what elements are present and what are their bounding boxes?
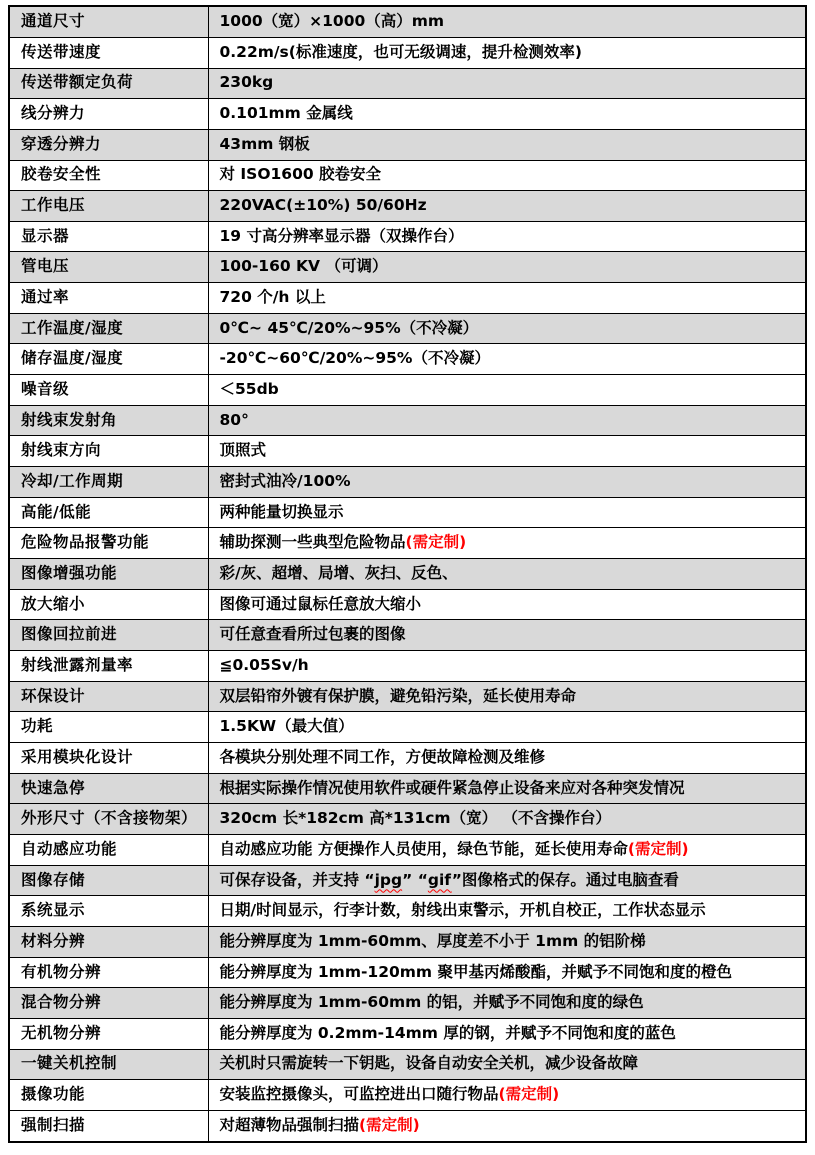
spec-value [220, 564, 458, 582]
table-row [9, 681, 806, 712]
spec-value [220, 1054, 639, 1072]
customization-required-note: (需定制) [627, 839, 689, 858]
spec-label: 放大缩小 [21, 594, 86, 613]
spec-value-text: 能分辨厚度为 1mm-60mm 的铝，并赋予不同饱和度的绿色 [219, 993, 644, 1012]
spec-label: 显示器 [21, 226, 70, 245]
spec-value-text: 顶照式 [219, 441, 267, 460]
spec-value-text: 根据实际操作情况使用软件或硬件紧急停止设备来应对各种突发情况 [219, 778, 685, 797]
spec-label-cell [9, 191, 208, 222]
spec-value-text: 日期/时间显示，行李计数，射线出束警示，开机自校正，工作状态显示 [219, 901, 706, 920]
spec-value-text: 220VAC(±10%) 50/60Hz [219, 196, 427, 215]
spec-value-cell [208, 313, 806, 344]
spec-value-text: 两种能量切换显示 [219, 502, 344, 521]
spec-label-cell [9, 651, 208, 682]
spec-value-cell [208, 129, 806, 160]
spec-value-text: 双层铅帘外镀有保护膜，避免铅污染，延长使用寿命 [219, 686, 577, 705]
spec-label-cell [9, 896, 208, 927]
spec-value [220, 319, 479, 337]
spec-label-cell [9, 497, 208, 528]
table-row [9, 712, 806, 743]
spec-label: 材料分辨 [21, 931, 86, 950]
spec-label: 通道尺寸 [21, 12, 86, 31]
spec-value [220, 165, 382, 183]
spec-value-cell [208, 681, 806, 712]
table-row [9, 68, 806, 99]
table-row [9, 467, 806, 498]
spec-value-text: 对超薄物品强制扫描 [219, 1116, 360, 1135]
spec-value [220, 135, 310, 153]
spec-value [220, 411, 249, 429]
spec-label-cell [9, 988, 208, 1019]
spec-value [220, 1116, 420, 1134]
spec-value-cell [208, 1110, 806, 1142]
spec-value-text: 图像可通过鼠标任意放大缩小 [219, 594, 422, 613]
spec-label: 工作电压 [21, 196, 86, 215]
spec-value-cell [208, 1049, 806, 1080]
spec-value-cell [208, 559, 806, 590]
spec-table [8, 5, 807, 1143]
spec-value-text: ≦0.05Sv/h [219, 655, 309, 674]
spec-value-text: 100-160 KV （可调） [219, 257, 388, 276]
spec-label-cell [9, 559, 208, 590]
spec-value-text: 密封式油冷/100% [219, 472, 351, 490]
spec-label-cell [9, 129, 208, 160]
spec-value [220, 809, 611, 827]
spec-value-text: 320cm 长*182cm 高*131cm（宽） （不含操作台） [219, 809, 611, 828]
spec-label-cell [9, 926, 208, 957]
spec-value-text: 彩/灰、超增、局增、灰扫、反色、 [219, 563, 458, 582]
spec-value-cell [208, 6, 806, 37]
spec-value-text: 80° [219, 410, 249, 429]
table-row [9, 651, 806, 682]
spec-value-cell [208, 37, 806, 68]
spec-value [220, 349, 490, 367]
spec-value-text: ” “ [402, 870, 428, 889]
spec-label-cell [9, 252, 208, 283]
spec-value-text: ”图像格式的保存。通过电脑查看 [451, 870, 679, 889]
spec-value-text: 0℃~ 45℃/20%~95%（不冷凝） [219, 318, 479, 337]
spec-label-cell [9, 773, 208, 804]
spec-label-cell [9, 1080, 208, 1111]
spec-value [220, 687, 577, 705]
spec-value-cell [208, 375, 806, 406]
spec-value-text: 1.5KW（最大值） [219, 717, 354, 736]
spec-value-text: ＜55db [219, 380, 279, 399]
customization-required-note: (需定制) [498, 1085, 560, 1104]
spec-value-cell [208, 252, 806, 283]
spec-value-cell [208, 191, 806, 222]
spec-sheet-page [0, 5, 815, 1155]
spec-value-text: 43mm 钢板 [219, 134, 310, 153]
spec-value-text: 0.22m/s(标准速度，也可无级调速，提升检测效率) [219, 42, 582, 61]
spec-value-cell [208, 436, 806, 467]
spec-label: 胶卷安全性 [21, 165, 102, 184]
table-row [9, 313, 806, 344]
spellcheck-underlined-text: jpg [374, 870, 403, 889]
spec-label-cell [9, 68, 208, 99]
table-row [9, 160, 806, 191]
spec-value [220, 871, 679, 889]
spec-value [220, 380, 279, 398]
spec-label: 混合物分辨 [21, 993, 102, 1012]
spec-value-cell [208, 804, 806, 835]
spec-value-cell [208, 896, 806, 927]
spec-label-cell [9, 405, 208, 436]
spec-table-body [9, 6, 806, 1142]
spec-value-text: 19 寸高分辨率显示器（双操作台） [219, 226, 464, 245]
spec-value [220, 12, 445, 30]
spec-label-cell [9, 160, 208, 191]
spec-value-cell [208, 773, 806, 804]
table-row [9, 129, 806, 160]
spec-value [220, 472, 351, 490]
spec-value-cell [208, 467, 806, 498]
spec-label: 工作温度/湿度 [21, 318, 124, 337]
spec-value-text: 安装监控摄像头，可监控进出口随行物品 [219, 1085, 499, 1104]
spec-value [220, 288, 326, 306]
spec-value [220, 1024, 676, 1042]
spec-value-cell [208, 1080, 806, 1111]
table-row [9, 221, 806, 252]
spec-value-cell [208, 926, 806, 957]
spec-label-cell [9, 957, 208, 988]
spec-label-cell [9, 1110, 208, 1142]
table-row [9, 375, 806, 406]
table-row [9, 957, 806, 988]
spec-label: 线分辨力 [21, 104, 86, 123]
spec-label: 图像存储 [21, 870, 86, 889]
spec-value-cell [208, 957, 806, 988]
spec-value [220, 656, 309, 674]
table-row [9, 283, 806, 314]
spec-label-cell [9, 6, 208, 37]
table-row [9, 865, 806, 896]
spec-label-cell [9, 467, 208, 498]
spec-value [220, 104, 353, 122]
spec-label: 摄像功能 [21, 1085, 86, 1104]
spec-label: 快速急停 [21, 778, 86, 797]
spec-value-cell [208, 988, 806, 1019]
spec-label-cell [9, 681, 208, 712]
spec-value-cell [208, 344, 806, 375]
spec-value [220, 963, 732, 981]
spec-label: 穿透分辨力 [21, 134, 102, 153]
spec-label-cell [9, 620, 208, 651]
spec-value [220, 901, 706, 919]
spec-label-cell [9, 375, 208, 406]
table-row [9, 1110, 806, 1142]
spec-label: 系统显示 [21, 901, 86, 920]
spec-value-cell [208, 712, 806, 743]
spec-label: 外形尺寸（不含接物架） [21, 809, 198, 828]
spec-value-text: 能分辨厚度为 1mm-120mm 聚甲基丙烯酸酯，并赋予不同饱和度的橙色 [219, 962, 732, 981]
table-row [9, 497, 806, 528]
spec-label: 储存温度/湿度 [21, 349, 124, 368]
spec-value [220, 43, 582, 61]
spec-value-text: 自动感应功能 方便操作人员使用，绿色节能，延长使用寿命 [219, 839, 628, 858]
table-row [9, 528, 806, 559]
spec-value [220, 503, 344, 521]
spec-label: 功耗 [21, 717, 54, 736]
spec-label: 图像增强功能 [21, 563, 118, 582]
spec-label-cell [9, 528, 208, 559]
spec-value [220, 625, 406, 643]
table-row [9, 252, 806, 283]
customization-required-note: (需定制) [359, 1116, 420, 1135]
spec-value [220, 993, 644, 1011]
spec-label: 无机物分辨 [21, 1023, 102, 1042]
table-row [9, 1080, 806, 1111]
spec-value-cell [208, 834, 806, 865]
spec-value [220, 196, 427, 214]
spec-value-text: 辅助探测一些典型危险物品 [219, 533, 406, 552]
spec-label: 冷却/工作周期 [21, 472, 124, 490]
table-row [9, 6, 806, 37]
table-row [9, 344, 806, 375]
table-row [9, 1049, 806, 1080]
spec-value [220, 717, 354, 735]
spec-label-cell [9, 834, 208, 865]
spec-label: 环保设计 [21, 686, 86, 705]
spellcheck-underlined-text: gif [427, 870, 452, 889]
table-row [9, 559, 806, 590]
spec-label: 射线泄露剂量率 [21, 655, 134, 674]
spec-value-text: 关机时只需旋转一下钥匙，设备自动安全关机，减少设备故障 [219, 1054, 639, 1073]
spec-value-cell [208, 405, 806, 436]
spec-label: 一键关机控制 [21, 1054, 118, 1073]
spec-value-text: 0.101mm 金属线 [219, 104, 353, 123]
spec-label: 高能/低能 [21, 502, 92, 521]
spec-label-cell [9, 99, 208, 130]
spec-value [220, 441, 267, 459]
spec-label-cell [9, 712, 208, 743]
spec-label: 射线束发射角 [21, 410, 118, 429]
spec-value-cell [208, 497, 806, 528]
spec-value-cell [208, 651, 806, 682]
spec-label-cell [9, 1049, 208, 1080]
spec-value [220, 1085, 560, 1103]
spec-label: 强制扫描 [21, 1116, 86, 1135]
spec-label: 传送带额定负荷 [21, 73, 134, 92]
spec-label-cell [9, 221, 208, 252]
spec-label: 管电压 [21, 257, 70, 276]
spec-label: 射线束方向 [21, 441, 102, 460]
spec-label: 自动感应功能 [21, 839, 118, 858]
spec-label-cell [9, 865, 208, 896]
spec-label: 噪音级 [21, 380, 70, 399]
table-row [9, 99, 806, 130]
spec-value-cell [208, 283, 806, 314]
spec-value-cell [208, 865, 806, 896]
table-row [9, 405, 806, 436]
spec-value-text: -20℃~60℃/20%~95%（不冷凝） [219, 349, 490, 368]
spec-value [220, 779, 685, 797]
table-row [9, 896, 806, 927]
spec-label-cell [9, 283, 208, 314]
table-row [9, 773, 806, 804]
spec-value [220, 840, 689, 858]
table-row [9, 436, 806, 467]
spec-label: 危险物品报警功能 [21, 533, 150, 552]
spec-label-cell [9, 436, 208, 467]
table-row [9, 589, 806, 620]
spec-value-text: 对 ISO1600 胶卷安全 [219, 165, 382, 184]
spec-label-cell [9, 313, 208, 344]
spec-value-text: 720 个/h 以上 [219, 288, 326, 307]
spec-value [220, 73, 274, 91]
spec-value-cell [208, 68, 806, 99]
spec-value-text: 各模块分别处理不同工作，方便故障检测及维修 [219, 747, 546, 766]
spec-value-text: 可任意查看所过包裹的图像 [219, 625, 406, 644]
table-row [9, 620, 806, 651]
spec-value-text: 能分辨厚度为 1mm-60mm、厚度差不小于 1mm 的铝阶梯 [219, 931, 646, 950]
spec-value [220, 595, 422, 613]
spec-label-cell [9, 344, 208, 375]
spec-label: 采用模块化设计 [21, 747, 134, 766]
spec-label: 传送带速度 [21, 42, 102, 61]
spec-label-cell [9, 1018, 208, 1049]
spec-value-cell [208, 99, 806, 130]
spec-value [220, 227, 464, 245]
spec-value-text: 230kg [219, 73, 274, 92]
spec-value-cell [208, 589, 806, 620]
table-row [9, 834, 806, 865]
table-row [9, 191, 806, 222]
spec-label-cell [9, 742, 208, 773]
spec-value-text: 可保存设备，并支持 “ [219, 870, 375, 889]
spec-value-cell [208, 160, 806, 191]
spec-label-cell [9, 804, 208, 835]
spec-value [220, 257, 388, 275]
table-row [9, 742, 806, 773]
spec-label: 图像回拉前进 [21, 625, 118, 644]
spec-value-cell [208, 528, 806, 559]
table-row [9, 1018, 806, 1049]
spec-value-cell [208, 1018, 806, 1049]
spec-value [220, 748, 546, 766]
spec-value-cell [208, 742, 806, 773]
spec-label: 通过率 [21, 288, 70, 307]
spec-value [220, 533, 467, 551]
spec-value [220, 932, 646, 950]
table-row [9, 988, 806, 1019]
spec-label: 有机物分辨 [21, 962, 102, 981]
table-row [9, 804, 806, 835]
customization-required-note: (需定制) [405, 533, 467, 552]
spec-value-cell [208, 221, 806, 252]
spec-label-cell [9, 589, 208, 620]
table-row [9, 37, 806, 68]
table-row [9, 926, 806, 957]
spec-value-cell [208, 620, 806, 651]
spec-value-text: 能分辨厚度为 0.2mm-14mm 厚的钢，并赋予不同饱和度的蓝色 [219, 1023, 676, 1042]
spec-value-text: 1000（宽）×1000（高）mm [219, 12, 445, 31]
spec-label-cell [9, 37, 208, 68]
